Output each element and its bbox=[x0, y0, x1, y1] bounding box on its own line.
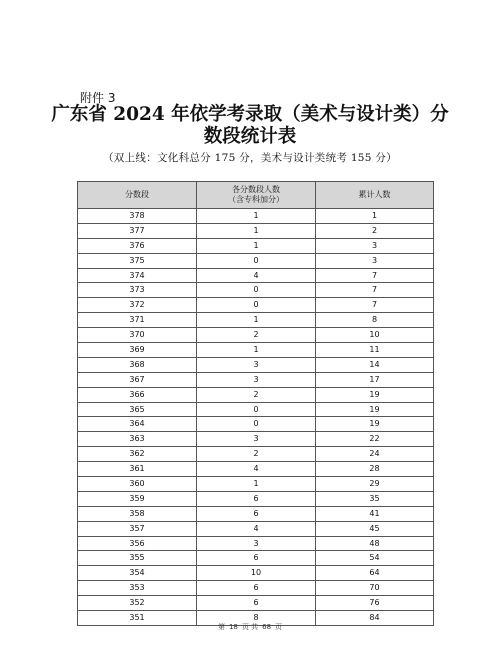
table-row bbox=[78, 223, 434, 238]
cell-count: 4 bbox=[197, 462, 316, 477]
cell-score: 361 bbox=[78, 462, 197, 477]
table-row bbox=[78, 372, 434, 387]
cell-score: 376 bbox=[78, 238, 197, 253]
cell-count: 2 bbox=[197, 447, 316, 462]
cell-cumulative: 76 bbox=[316, 596, 434, 611]
cell-count: 10 bbox=[197, 566, 316, 581]
table-row bbox=[78, 238, 434, 253]
cell-cumulative: 45 bbox=[316, 521, 434, 536]
cell-score: 369 bbox=[78, 343, 197, 358]
table-row bbox=[78, 253, 434, 268]
cell-cumulative: 8 bbox=[316, 313, 434, 328]
cell-score: 360 bbox=[78, 477, 197, 492]
cell-score: 352 bbox=[78, 596, 197, 611]
footer-suffix: 页 bbox=[275, 623, 283, 631]
page-title-line-1: 广东省 2024 年依学考录取（美术与设计类）分 bbox=[51, 104, 449, 125]
footer-mid: 页 共 bbox=[241, 623, 259, 631]
table-row bbox=[78, 328, 434, 343]
header-count bbox=[197, 182, 316, 209]
cell-cumulative: 19 bbox=[316, 387, 434, 402]
cell-score: 366 bbox=[78, 387, 197, 402]
table-row bbox=[78, 209, 434, 224]
cell-count: 2 bbox=[197, 387, 316, 402]
cell-cumulative: 48 bbox=[316, 536, 434, 551]
cell-count: 4 bbox=[197, 268, 316, 283]
cell-cumulative: 3 bbox=[316, 253, 434, 268]
table-row bbox=[78, 566, 434, 581]
cell-score: 365 bbox=[78, 402, 197, 417]
table-header-row bbox=[78, 182, 434, 209]
cell-cumulative: 35 bbox=[316, 491, 434, 506]
table-row bbox=[78, 596, 434, 611]
cell-cumulative: 41 bbox=[316, 506, 434, 521]
cell-cumulative: 54 bbox=[316, 551, 434, 566]
cell-score: 367 bbox=[78, 372, 197, 387]
cell-count: 8 bbox=[197, 611, 316, 626]
cell-score: 358 bbox=[78, 506, 197, 521]
cell-count: 3 bbox=[197, 432, 316, 447]
header-cumulative: 累计人数 bbox=[316, 182, 434, 209]
page-title-line-2: 数段统计表 bbox=[203, 126, 297, 147]
cell-count: 3 bbox=[197, 536, 316, 551]
cell-cumulative: 84 bbox=[316, 611, 434, 626]
table-row bbox=[78, 402, 434, 417]
footer-total-pages: 68 bbox=[262, 623, 272, 631]
cell-score: 373 bbox=[78, 283, 197, 298]
table-row bbox=[78, 551, 434, 566]
table-row bbox=[78, 313, 434, 328]
table-body bbox=[78, 209, 434, 626]
cell-cumulative: 1 bbox=[316, 209, 434, 224]
cell-score: 359 bbox=[78, 491, 197, 506]
cell-count: 4 bbox=[197, 521, 316, 536]
cell-count: 1 bbox=[197, 209, 316, 224]
cell-count: 6 bbox=[197, 491, 316, 506]
cell-cumulative: 3 bbox=[316, 238, 434, 253]
cell-count: 6 bbox=[197, 596, 316, 611]
cell-score: 362 bbox=[78, 447, 197, 462]
cell-score: 356 bbox=[78, 536, 197, 551]
cell-count: 1 bbox=[197, 238, 316, 253]
table-row bbox=[78, 283, 434, 298]
cell-count: 1 bbox=[197, 477, 316, 492]
cell-score: 377 bbox=[78, 223, 197, 238]
cell-cumulative: 19 bbox=[316, 417, 434, 432]
cell-cumulative: 2 bbox=[316, 223, 434, 238]
table-row bbox=[78, 536, 434, 551]
cell-count: 0 bbox=[197, 283, 316, 298]
cell-cumulative: 7 bbox=[316, 268, 434, 283]
cell-score: 368 bbox=[78, 357, 197, 372]
table-row bbox=[78, 477, 434, 492]
cell-count: 6 bbox=[197, 506, 316, 521]
cell-cumulative: 22 bbox=[316, 432, 434, 447]
table-row bbox=[78, 447, 434, 462]
header-count-line-2: （含专科加分） bbox=[228, 195, 284, 204]
cell-cumulative: 24 bbox=[316, 447, 434, 462]
cell-score: 355 bbox=[78, 551, 197, 566]
cell-count: 6 bbox=[197, 581, 316, 596]
cell-count: 0 bbox=[197, 298, 316, 313]
cell-cumulative: 19 bbox=[316, 402, 434, 417]
cell-score: 357 bbox=[78, 521, 197, 536]
cell-cumulative: 64 bbox=[316, 566, 434, 581]
cell-score: 364 bbox=[78, 417, 197, 432]
cell-count: 0 bbox=[197, 253, 316, 268]
cell-cumulative: 10 bbox=[316, 328, 434, 343]
table-row bbox=[78, 462, 434, 477]
cell-cumulative: 11 bbox=[316, 343, 434, 358]
cell-count: 1 bbox=[197, 343, 316, 358]
cell-cumulative: 7 bbox=[316, 298, 434, 313]
cell-score: 375 bbox=[78, 253, 197, 268]
cell-score: 378 bbox=[78, 209, 197, 224]
table-row bbox=[78, 432, 434, 447]
cell-score: 372 bbox=[78, 298, 197, 313]
cell-cumulative: 17 bbox=[316, 372, 434, 387]
cell-count: 1 bbox=[197, 223, 316, 238]
cell-cumulative: 29 bbox=[316, 477, 434, 492]
header-count-line-1: 各分数段人数 bbox=[232, 185, 280, 194]
table-row bbox=[78, 387, 434, 402]
cell-score: 354 bbox=[78, 566, 197, 581]
cell-score: 363 bbox=[78, 432, 197, 447]
cell-score: 371 bbox=[78, 313, 197, 328]
table-row bbox=[78, 343, 434, 358]
cell-cumulative: 28 bbox=[316, 462, 434, 477]
footer-page-number: 18 bbox=[228, 623, 238, 631]
cell-count: 0 bbox=[197, 417, 316, 432]
cell-cumulative: 14 bbox=[316, 357, 434, 372]
cell-count: 1 bbox=[197, 313, 316, 328]
cell-count: 2 bbox=[197, 328, 316, 343]
header-score: 分数段 bbox=[78, 182, 197, 209]
cell-cumulative: 7 bbox=[316, 283, 434, 298]
cell-score: 351 bbox=[78, 611, 197, 626]
cell-count: 6 bbox=[197, 551, 316, 566]
table-row bbox=[78, 581, 434, 596]
page-subtitle: （双上线：文化科总分 175 分，美术与设计类统考 155 分） bbox=[102, 152, 398, 164]
cell-count: 3 bbox=[197, 357, 316, 372]
cell-score: 353 bbox=[78, 581, 197, 596]
table-row bbox=[78, 357, 434, 372]
table-row bbox=[78, 506, 434, 521]
table-row bbox=[78, 491, 434, 506]
page-footer bbox=[0, 622, 500, 632]
cell-count: 0 bbox=[197, 402, 316, 417]
table-row bbox=[78, 521, 434, 536]
table-row bbox=[78, 298, 434, 313]
table-row bbox=[78, 417, 434, 432]
cell-score: 370 bbox=[78, 328, 197, 343]
attachment-label: 附件 3 bbox=[80, 91, 116, 105]
cell-cumulative: 70 bbox=[316, 581, 434, 596]
table-row bbox=[78, 268, 434, 283]
footer-prefix: 第 bbox=[217, 623, 225, 631]
cell-count: 3 bbox=[197, 372, 316, 387]
score-distribution-table bbox=[77, 181, 434, 626]
cell-score: 374 bbox=[78, 268, 197, 283]
